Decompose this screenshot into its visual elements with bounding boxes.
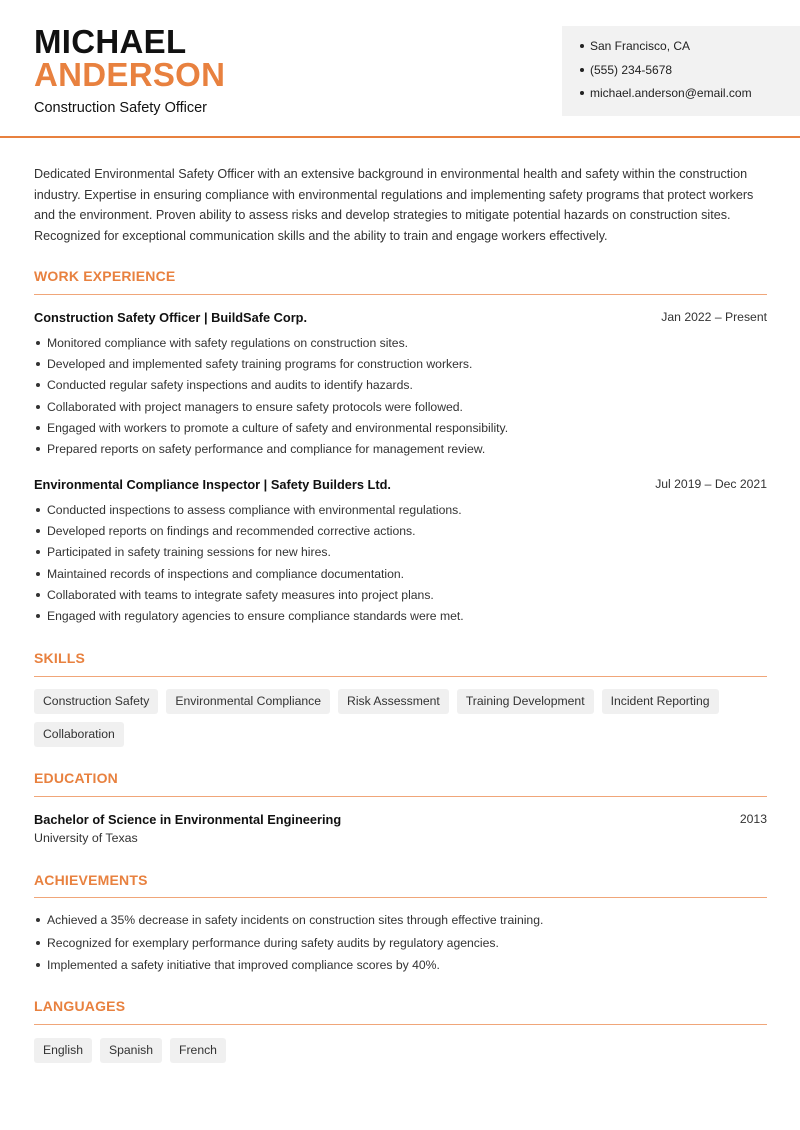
section-divider: [34, 294, 767, 295]
list-item: Collaborated with project managers to ensure safety protocols were followed.: [34, 399, 767, 420]
section-title-education: EDUCATION: [34, 770, 118, 786]
language-chip: English: [34, 1038, 92, 1063]
job-header: [34, 310, 767, 325]
list-item: Maintained records of inspections and compliance documentation.: [34, 566, 767, 587]
section-divider: [34, 897, 767, 898]
education-degree: Bachelor of Science in Environmental Engineering: [34, 812, 342, 827]
list-item: Participated in safety training sessions for new hires.: [34, 544, 767, 565]
job-role: Construction Safety Officer | BuildSafe Corp.: [34, 310, 308, 325]
section-divider: [34, 796, 767, 797]
list-item: Developed reports on findings and recommended corrective actions.: [34, 523, 767, 544]
list-item: Developed and implemented safety training programs for construction workers.: [34, 356, 767, 377]
skill-chip: Training Development: [457, 689, 594, 714]
list-item: Implemented a safety initiative that improved compliance scores by 40%.: [34, 957, 767, 980]
section-title-achievements: ACHIEVEMENTS: [34, 872, 148, 888]
first-name: MICHAEL: [34, 23, 187, 60]
job-dates: Jan 2022 – Present: [661, 310, 767, 324]
section-title-work-experience: WORK EXPERIENCE: [34, 268, 176, 284]
job-role: Environmental Compliance Inspector | Safety Builders Ltd.: [34, 477, 391, 492]
list-item: Collaborated with teams to integrate safety measures into project plans.: [34, 587, 767, 608]
list-item: Conducted regular safety inspections and audits to identify hazards.: [34, 377, 767, 398]
skill-chip: Construction Safety: [34, 689, 158, 714]
list-item: Achieved a 35% decrease in safety incidents on construction sites through effective training.: [34, 912, 767, 935]
contact-location: San Francisco, CA: [578, 38, 800, 62]
section-divider: [34, 676, 767, 677]
skill-chip: Incident Reporting: [602, 689, 719, 714]
job-header: [34, 477, 767, 492]
contact-phone: (555) 234-5678: [578, 62, 800, 86]
achievements-list: [34, 912, 767, 980]
job-bullets: [34, 335, 767, 462]
list-item: Conducted inspections to assess compliance with environmental regulations.: [34, 502, 767, 523]
section-title-skills: SKILLS: [34, 650, 85, 666]
professional-summary: Dedicated Environmental Safety Officer with an extensive background in environmental health and safety within the construction industry. Expertise in ensuring compliance with environmental regulations and implementing safety programs that protect workers and the environment. Proven ability to assess risks and develop strategies to mitigate potential hazards on construction sites. Recognized for exceptional communication skills and the ability to train and engage workers effectively.: [34, 167, 754, 243]
contact-list: [578, 38, 800, 109]
section-divider: [34, 1024, 767, 1025]
skill-chip: Environmental Compliance: [166, 689, 330, 714]
education-year: 2013: [739, 812, 767, 826]
job-title: Construction Safety Officer: [34, 100, 208, 116]
resume-header: [0, 0, 800, 138]
language-chip: Spanish: [100, 1038, 162, 1063]
contact-email[interactable]: michael.anderson@email.com: [578, 85, 800, 109]
job-bullets: [34, 502, 767, 629]
contact-box: [562, 26, 800, 116]
list-item: Engaged with workers to promote a culture of safety and environmental responsibility.: [34, 420, 767, 441]
last-name: ANDERSON: [34, 56, 226, 93]
list-item: Monitored compliance with safety regulations on construction sites.: [34, 335, 767, 356]
language-chip: French: [170, 1038, 226, 1063]
list-item: Engaged with regulatory agencies to ensure compliance standards were met.: [34, 608, 767, 629]
education-school: University of Texas: [34, 831, 138, 845]
skill-chip: Risk Assessment: [338, 689, 449, 714]
section-title-languages: LANGUAGES: [34, 998, 126, 1014]
skills-list: [34, 689, 767, 747]
job-dates: Jul 2019 – Dec 2021: [655, 477, 767, 491]
list-item: Recognized for exemplary performance during safety audits by regulatory agencies.: [34, 935, 767, 958]
list-item: Prepared reports on safety performance and compliance for management review.: [34, 441, 767, 462]
skill-chip: Collaboration: [34, 722, 124, 747]
languages-list: [34, 1038, 767, 1063]
